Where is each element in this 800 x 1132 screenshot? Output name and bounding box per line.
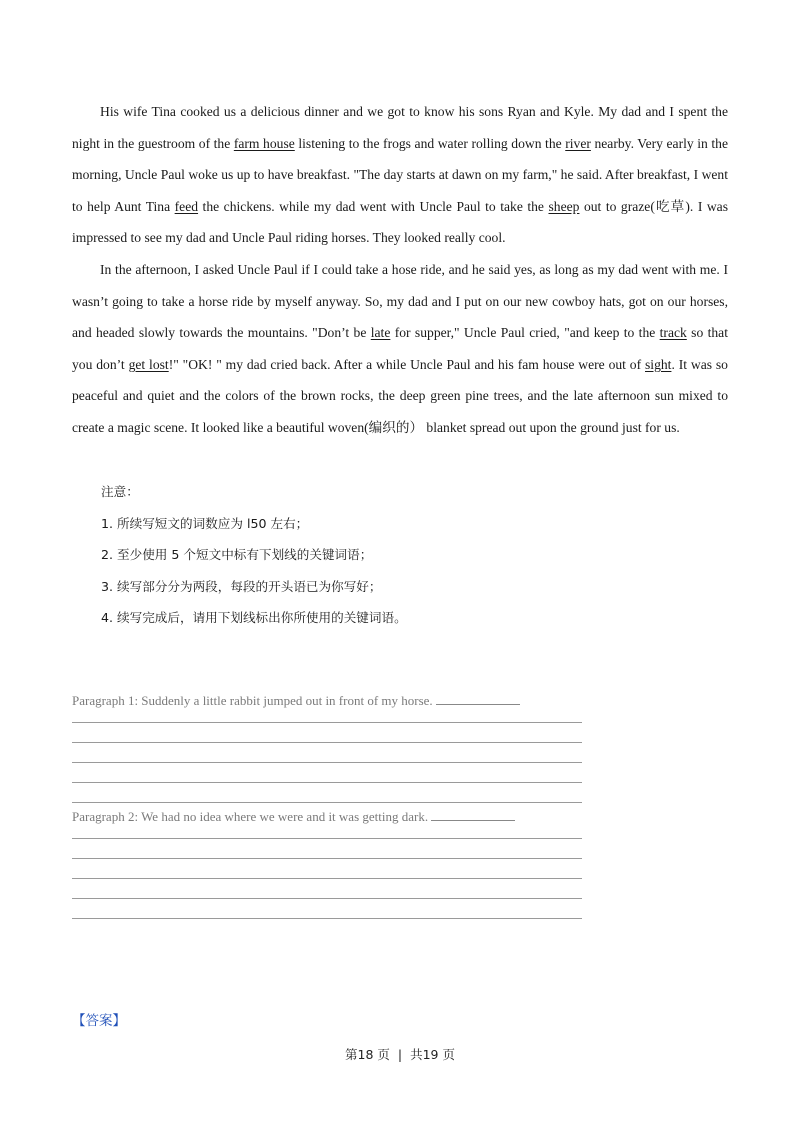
answer-blank[interactable] (436, 690, 520, 705)
writing-area (72, 690, 582, 919)
passage-text: listening to the frogs and water rolling down the (294, 135, 566, 151)
notes-heading: 注意： (101, 484, 139, 499)
keyword-underlined: sheep (548, 198, 580, 214)
keyword-underlined: feed (174, 198, 199, 214)
answer-line[interactable] (72, 859, 582, 879)
answer-line[interactable] (72, 743, 582, 763)
story-passage (72, 96, 728, 444)
keyword-underlined: get lost (128, 356, 169, 372)
passage-paragraph-1 (72, 96, 728, 254)
keyword-underlined: late (370, 325, 391, 341)
notes-item: 2. 至少使用 5 个短文中标有下划线的关键词语； (101, 547, 373, 563)
answer-line[interactable] (72, 783, 582, 803)
passage-text: nearby. Very early in the morning, Uncle Paul woke us up to have breakfast. "The day starts at dawn on my farm," he said. After breakfast, I went to help Aunt Tina (72, 135, 728, 214)
answer-label: 【答案】 (72, 1013, 126, 1029)
passage-text: In the afternoon, I asked Uncle Paul if I could take a hose ride, and he said yes, as long as my dad went with me. I wasn’t going to take a horse ride by myself anyway. So, my dad and I put on our new cowboy hats, got on our horses, and headed slowly towards the mountains. "Don’t be (72, 261, 728, 341)
answer-line[interactable] (72, 879, 582, 899)
answer-line[interactable] (72, 763, 582, 783)
notes-section (101, 476, 741, 634)
paragraph-1-prompt (72, 690, 582, 711)
notes-item: 1. 所续写短文的词数应为 l50 左右； (101, 515, 309, 531)
passage-text: for supper," Uncle Paul cried, "and keep to the (390, 325, 660, 341)
page-footer (0, 1045, 800, 1063)
answer-line[interactable] (72, 899, 582, 919)
footer-separator: | (397, 1047, 403, 1062)
answer-line[interactable] (72, 827, 582, 839)
page-total: 共19 页 (410, 1047, 455, 1062)
keyword-underlined: farm house (233, 135, 295, 151)
answer-blank[interactable] (431, 806, 515, 821)
passage-text: so that you don’t (72, 325, 728, 372)
keyword-underlined: track (659, 325, 687, 341)
paragraph-2-prompt-text: Paragraph 2: We had no idea where we were and it was getting dark. (72, 809, 429, 824)
keyword-underlined: river (565, 135, 591, 151)
answer-line[interactable] (72, 711, 582, 723)
answer-line[interactable] (72, 723, 582, 743)
page-number: 第18 页 (345, 1047, 390, 1062)
passage-text: out to graze(吃草). I was impressed to see my dad and Uncle Paul riding horses. They looked really cool. (72, 198, 728, 246)
paragraph-2-prompt (72, 806, 582, 827)
passage-text: His wife Tina cooked us a delicious dinner and we got to know his sons Ryan and Kyle. My dad and I spent the night in the guestroom of the (72, 104, 728, 151)
passage-text: !" "OK! " my dad cried back. After a while Uncle Paul and his fam house were out of (168, 356, 645, 372)
notes-item: 3. 续写部分分为两段，每段的开头语已为你写好； (101, 578, 382, 594)
passage-text: the chickens. while my dad went with Uncle Paul to take the (198, 198, 549, 214)
paragraph-1-prompt-text: Paragraph 1: Suddenly a little rabbit jumped out in front of my horse. (72, 693, 433, 708)
keyword-underlined: sight (645, 356, 672, 372)
passage-text: . It was so peaceful and quiet and the colors of the brown rocks, the deep green pine trees, and the late afternoon sun mixed to create a magic scene. It looked like a beautiful woven(编织的） blanket spread out upon the ground just for us. (72, 356, 728, 435)
notes-item: 4. 续写完成后，请用下划线标出你所使用的关键词语。 (101, 610, 407, 626)
answer-line[interactable] (72, 839, 582, 859)
passage-paragraph-2 (72, 254, 728, 444)
